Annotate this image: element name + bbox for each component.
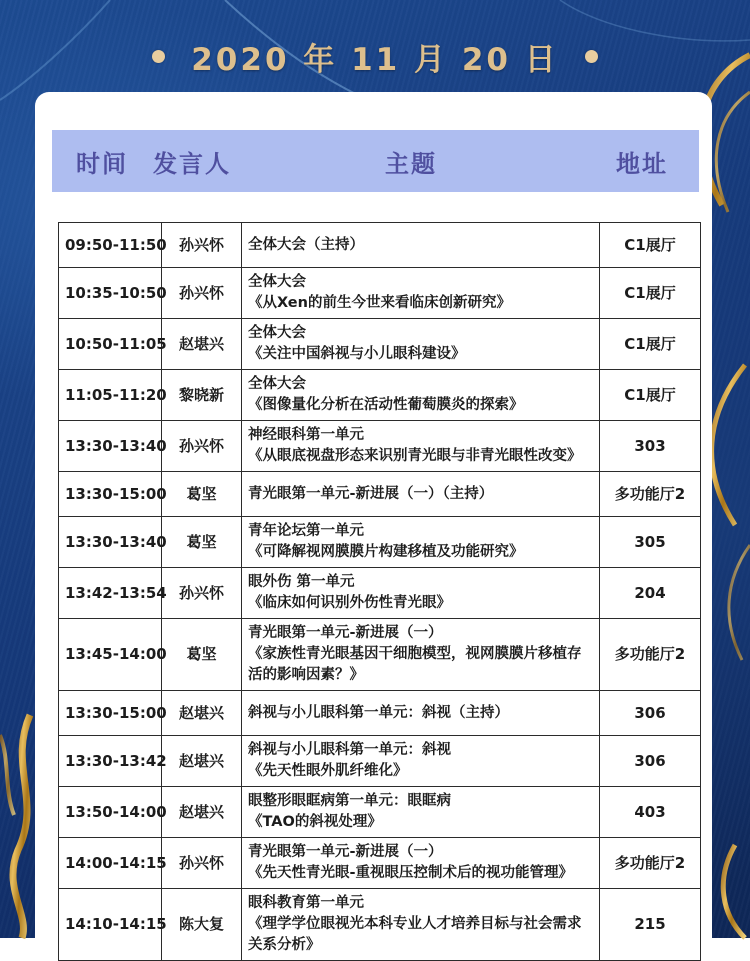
speaker-cell: 赵堪兴 (162, 319, 242, 370)
schedule-table (58, 222, 701, 961)
address-cell: 303 (600, 421, 701, 472)
topic-cell (242, 838, 600, 889)
gold-streak (723, 845, 745, 938)
gold-dot-icon (152, 50, 165, 63)
topic-line: 全体大会 (248, 376, 306, 392)
time-cell: 13:45-14:00 (59, 619, 162, 691)
topic-cell (242, 268, 600, 319)
topic-line: 《TAO的斜视处理》 (248, 814, 382, 830)
speaker-cell: 陈大复 (162, 889, 242, 961)
topic-cell (242, 619, 600, 691)
topic-cell (242, 319, 600, 370)
topic-line: 《先天性青光眼-重视眼压控制术后的视功能管理》 (248, 865, 574, 881)
topic-cell (242, 223, 600, 268)
topic-cell (242, 421, 600, 472)
speaker-cell: 孙兴怀 (162, 838, 242, 889)
topic-line: 《家族性青光眼基因干细胞模型，视网膜膜片移植存 (248, 646, 582, 662)
topic-line: 活的影响因素？》 (248, 667, 364, 683)
topic-line: 青光眼第一单元-新进展（一） (248, 625, 443, 641)
speaker-cell: 葛坚 (162, 517, 242, 568)
topic-line: 眼科教育第一单元 (248, 895, 364, 911)
topic-cell (242, 370, 600, 421)
topic-line: 眼外伤 第一单元 (248, 574, 355, 590)
topic-line: 《关注中国斜视与小儿眼科建设》 (248, 346, 466, 362)
time-cell: 13:42-13:54 (59, 568, 162, 619)
time-cell: 14:10-14:15 (59, 889, 162, 961)
address-cell: 306 (600, 691, 701, 736)
address-cell: 306 (600, 736, 701, 787)
topic-line: 全体大会 (248, 325, 306, 341)
speaker-cell: 孙兴怀 (162, 268, 242, 319)
topic-line: 《临床如何识别外伤性青光眼》 (248, 595, 451, 611)
time-cell: 13:30-13:40 (59, 517, 162, 568)
column-header-time: 时间 (76, 149, 128, 178)
speaker-cell: 孙兴怀 (162, 223, 242, 268)
topic-line: 《从Xen的前生今世来看临床创新研究》 (248, 295, 511, 311)
speaker-cell: 赵堪兴 (162, 691, 242, 736)
topic-cell (242, 736, 600, 787)
address-cell: 多功能厅2 (600, 838, 701, 889)
address-cell: C1展厅 (600, 268, 701, 319)
topic-cell (242, 691, 600, 736)
topic-line: 全体大会（主持） (248, 236, 364, 253)
address-cell: 215 (600, 889, 701, 961)
table-header (52, 130, 699, 192)
column-header-speaker: 发言人 (153, 149, 231, 178)
table-row (59, 319, 701, 370)
table-row (59, 736, 701, 787)
topic-line: 眼整形眼眶病第一单元：眼眶病 (248, 793, 451, 809)
gold-streak (729, 545, 750, 660)
table-row (59, 268, 701, 319)
time-cell: 13:30-13:42 (59, 736, 162, 787)
time-cell: 10:35-10:50 (59, 268, 162, 319)
column-header-address: 地址 (616, 149, 668, 178)
speaker-cell: 赵堪兴 (162, 736, 242, 787)
gold-streak (13, 715, 30, 938)
time-cell: 13:30-13:40 (59, 421, 162, 472)
table-row (59, 838, 701, 889)
topic-cell (242, 889, 600, 961)
time-cell: 14:00-14:15 (59, 838, 162, 889)
topic-line: 青年论坛第一单元 (248, 523, 364, 539)
topic-line: 《先天性眼外肌纤维化》 (248, 763, 408, 779)
column-header-topic: 主题 (385, 149, 437, 178)
topic-line: 《理学学位眼视光本科专业人才培养目标与社会需求 (248, 916, 582, 932)
time-cell: 10:50-11:05 (59, 319, 162, 370)
address-cell: C1展厅 (600, 223, 701, 268)
table-row (59, 691, 701, 736)
topic-line: 关系分析》 (248, 937, 321, 953)
time-cell: 09:50-11:50 (59, 223, 162, 268)
table-row (59, 223, 701, 268)
table-row (59, 787, 701, 838)
topic-line: 斜视与小儿眼科第一单元：斜视（主持） (248, 704, 509, 721)
table-row (59, 568, 701, 619)
topic-cell (242, 787, 600, 838)
topic-line: 《图像量化分析在活动性葡萄膜炎的探索》 (248, 397, 524, 413)
address-cell: C1展厅 (600, 370, 701, 421)
table-row (59, 889, 701, 961)
address-cell: 403 (600, 787, 701, 838)
gold-streak (0, 735, 14, 815)
topic-cell (242, 517, 600, 568)
topic-cell (242, 472, 600, 517)
speaker-cell: 孙兴怀 (162, 421, 242, 472)
table-row (59, 619, 701, 691)
speaker-cell: 孙兴怀 (162, 568, 242, 619)
topic-cell (242, 568, 600, 619)
table-row (59, 370, 701, 421)
address-cell: 204 (600, 568, 701, 619)
time-cell: 13:30-15:00 (59, 691, 162, 736)
date-banner (0, 30, 750, 82)
address-cell: 305 (600, 517, 701, 568)
speaker-cell: 葛坚 (162, 472, 242, 517)
speaker-cell: 葛坚 (162, 619, 242, 691)
table-row (59, 421, 701, 472)
table-row (59, 517, 701, 568)
topic-line: 斜视与小儿眼科第一单元：斜视 (248, 742, 451, 758)
time-cell: 13:50-14:00 (59, 787, 162, 838)
address-cell: 多功能厅2 (600, 472, 701, 517)
topic-line: 全体大会 (248, 274, 306, 290)
speaker-cell: 赵堪兴 (162, 787, 242, 838)
topic-line: 《从眼底视盘形态来识别青光眼与非青光眼性改变》 (248, 448, 582, 464)
time-cell: 13:30-15:00 (59, 472, 162, 517)
topic-line: 神经眼科第一单元 (248, 427, 364, 443)
gold-dot-icon (585, 50, 598, 63)
date-title: 2020 年 11 月 20 日 (191, 41, 559, 78)
table-row (59, 472, 701, 517)
speaker-cell: 黎晓新 (162, 370, 242, 421)
schedule-card (35, 92, 712, 952)
gold-streak (712, 365, 745, 525)
time-cell: 11:05-11:20 (59, 370, 162, 421)
topic-line: 青光眼第一单元-新进展（一） (248, 844, 443, 860)
topic-line: 青光眼第一单元-新进展（一）（主持） (248, 485, 494, 502)
topic-line: 《可降解视网膜膜片构建移植及功能研究》 (248, 544, 524, 560)
gold-streak (716, 92, 750, 212)
address-cell: C1展厅 (600, 319, 701, 370)
address-cell: 多功能厅2 (600, 619, 701, 691)
